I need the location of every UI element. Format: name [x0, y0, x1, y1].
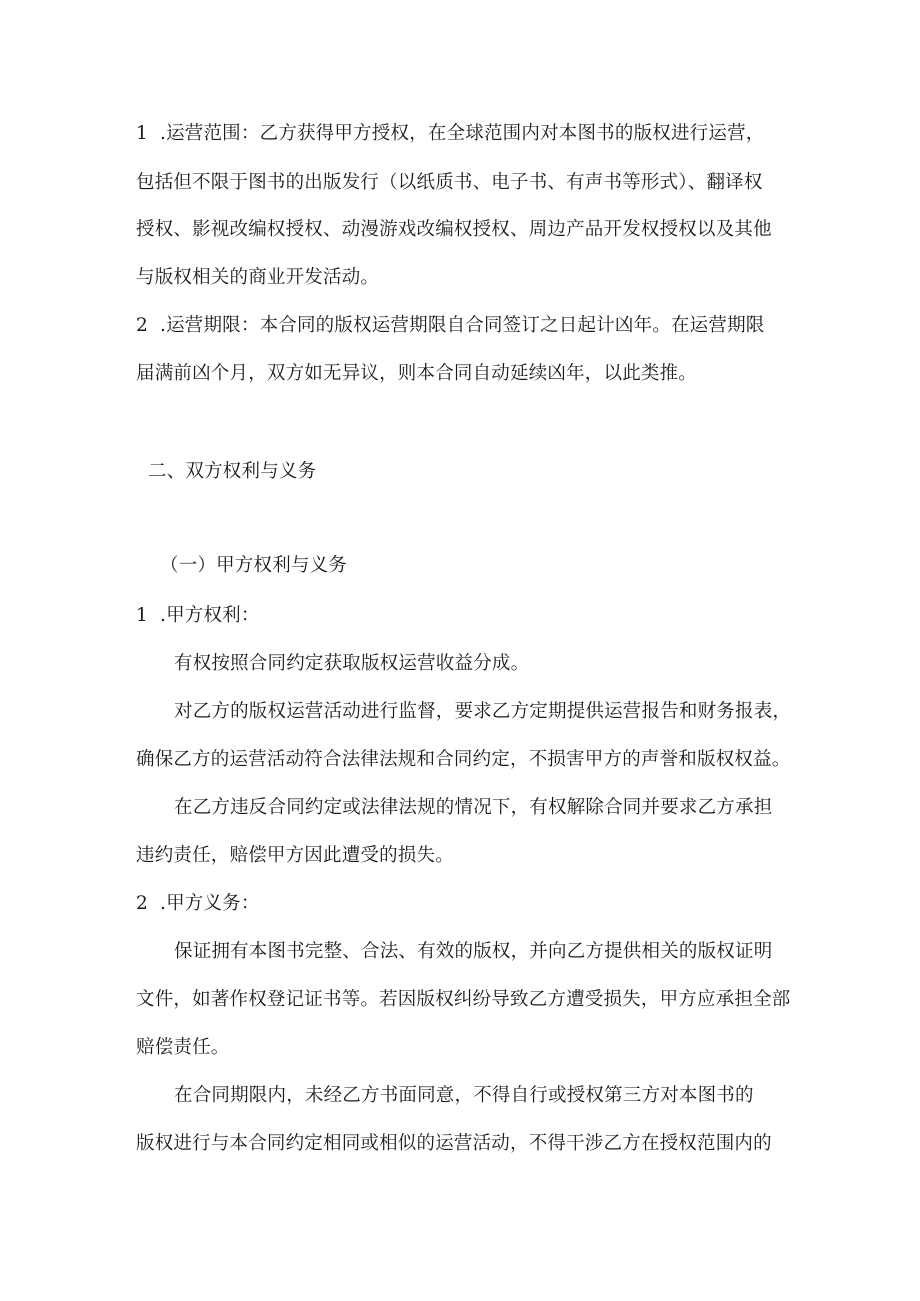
rights-para-2-line-2: 确保乙方的运营活动符合法律法规和合同约定，不损害甲方的声誉和版权权益。 [136, 749, 791, 770]
rights-label-line [136, 604, 260, 628]
rights-label: .甲方权利： [159, 605, 260, 626]
item-1-line-1 [136, 122, 764, 146]
obligations-para-2-line-2: 版权进行与本合同约定相同或相似的运营活动，不得干涉乙方在授权范围内的 [136, 1133, 772, 1154]
obligations-para-1-line-3: 赔偿责任。 [136, 1037, 230, 1058]
item-2-number: 2 [136, 315, 148, 336]
obligations-number: 2 [136, 893, 148, 914]
obligations-para-1-line-1: 保证拥有本图书完整、合法、有效的版权，并向乙方提供相关的版权证明 [174, 941, 773, 962]
obligations-label-line [136, 892, 260, 916]
rights-para-3-line-1: 在乙方违反合同约定或法律法规的情况下，有权解除合同并要求乙方承担 [174, 797, 773, 818]
item-2-line-2: 届满前凶个月，双方如无异议，则本合同自动延续凶年，以此类推。 [136, 363, 698, 384]
item-2-line-1 [136, 314, 764, 338]
item-2-text: .运营期限：本合同的版权运营期限自合同签订之日起计凶年。在运营期限 [159, 315, 765, 336]
item-1-line-3: 授权、影视改编权授权、动漫游戏改编权授权、周边产品开发权授权以及其他 [136, 219, 772, 240]
item-1-line-2: 包括但不限于图书的出版发行（以纸质书、电子书、有声书等形式）、翻译权 [136, 172, 763, 193]
section-2-title: 二、双方权利与义务 [148, 461, 317, 482]
obligations-label: .甲方义务： [159, 893, 260, 914]
subsection-1-title: （一）甲方权利与义务 [160, 555, 348, 576]
rights-para-1-line-1: 有权按照合同约定获取版权运营收益分成。 [174, 653, 530, 674]
rights-number: 1 [136, 605, 148, 626]
item-1-text: .运营范围：乙方获得甲方授权，在全球范围内对本图书的版权进行运营， [159, 123, 765, 144]
obligations-para-2-line-1: 在合同期限内，未经乙方书面同意，不得自行或授权第三方对本图书的 [174, 1085, 754, 1106]
obligations-para-1-line-2: 文件，如著作权登记证书等。若因版权纠纷导致乙方遭受损失，甲方应承担全部 [136, 989, 791, 1010]
item-1-line-4: 与版权相关的商业开发活动。 [136, 267, 380, 288]
rights-para-3-line-2: 违约责任，赔偿甲方因此遭受的损失。 [136, 845, 454, 866]
rights-para-2-line-1: 对乙方的版权运营活动进行监督，要求乙方定期提供运营报告和财务报表， [174, 701, 792, 722]
item-1-number: 1 [136, 123, 148, 144]
